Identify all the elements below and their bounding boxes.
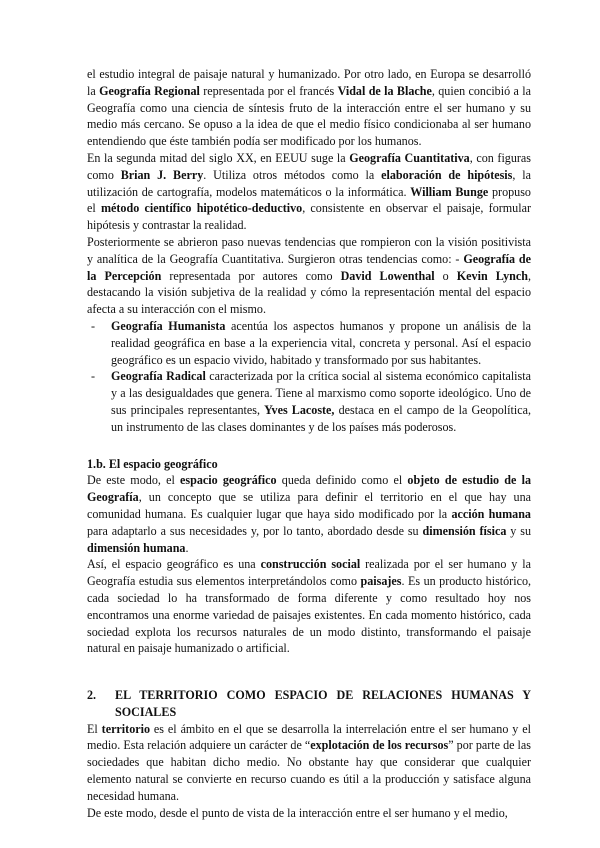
paragraph-regional-geography: el estudio integral de paisaje natural y humanizado. Por otro lado, en Europa se desarrolló la Geografía Regional representada por el francés Vidal de la Blache, quien concibió a la Geografía como una ciencia de síntesis fruto de la interacción entre el ser humano y su medio más cercano. Se opuso a la idea de que el medio físico condicionaba al ser humano entendiendo que éste también podía ser modificado por los humanos. xyxy=(87,67,531,149)
term-geografia-regional: Geografía Regional xyxy=(99,83,200,98)
document-page xyxy=(87,66,531,821)
list-item: - Geografía Radical caracterizada por la crítica social al sistema económico capitalista y a las desigualdades que genera. Tiene al marxismo como soporte ideológico. Uno de sus principales representantes, Yves Lacoste, destaca en el campo de la Geopolítica, un instrumento de las clases dominantes y de los países más poderosos. xyxy=(91,369,531,434)
term-vidal-de-la-blache: Vidal de la Blache xyxy=(337,83,432,98)
paragraph-geographic-space: De este modo, el espacio geográfico queda definido como el objeto de estudio de la Geografía, un concepto que se utiliza para definir el territorio en el que hay una comunidad humana. Es cualquier lugar que haya sido modificado por la acción humana para adaptarlo a sus necesidades y, por lo tanto, abordado desde su dimensión física y su dimensión humana. xyxy=(87,473,532,555)
paragraph-social-construction: Así, el espacio geográfico es una construcción social realizada por el ser humano y la Geografía estudia sus elementos interpretándolos como paisajes. Es un producto histórico, cada sociedad lo ha transformado de forma diferente y como resultado hoy nos encontramos una enorme variedad de paisajes existentes. En cada momento histórico, cada sociedad explota los recursos naturales de un modo distinto, transformando el paisaje natural en paisaje humanizado o artificial. xyxy=(87,557,532,656)
paragraph-interaction: De este modo, desde el punto de vista de la interacción entre el ser humano y el medio, xyxy=(87,805,508,820)
section-heading-1b: 1.b. El espacio geográfico xyxy=(87,456,218,471)
paragraph-new-trends: Posteriormente se abrieron paso nuevas tendencias que rompieron con la visión positivista y analítica de la Geografía Cuantitativa. Surgieron otras tendencias como: - Geografía de la Percepción representada por autores como David Lowenthal o Kevin Lynch, destacando la visión subjetiva de la realidad y cómo la representación mental del espacio afecta a su interacción con el mismo. xyxy=(87,234,532,317)
paragraph-territory: El territorio es el ámbito en el que se desarrolla la interrelación entre el ser humano y el medio. Esta relación adquiere un carácter de “explotación de los recursos” por parte de las sociedades que habitan dicho medio. No obstante hay que considerar que cualquier elemento natural se convierte en recurso cuando es útil a la producción y satisface alguna necesidad humana. xyxy=(87,721,531,803)
trends-list xyxy=(87,318,531,436)
section-heading-2: 2. EL TERRITORIO COMO ESPACIO DE RELACIONES HUMANAS Y SOCIALES xyxy=(87,688,531,719)
list-item: - Geografía Humanista acentúa los aspectos humanos y propone un análisis de la realidad geográfica en base a la experiencia vital, concreta y personal. Así el espacio geográfico es un espacio vivido, habitado y transformado por sus habitantes. xyxy=(91,318,531,367)
paragraph-quantitative-geography: En la segunda mitad del siglo XX, en EEUU suge la Geografía Cuantitativa, con figuras como Brian J. Berry. Utiliza otros métodos como la elaboración de hipótesis, la utilización de cartografía, modelos matemáticos o la informática. William Bunge propuso el método científico hipotético-deductivo, consistente en observar el paisaje, formular hipótesis y contrastar la realidad. xyxy=(87,150,531,233)
